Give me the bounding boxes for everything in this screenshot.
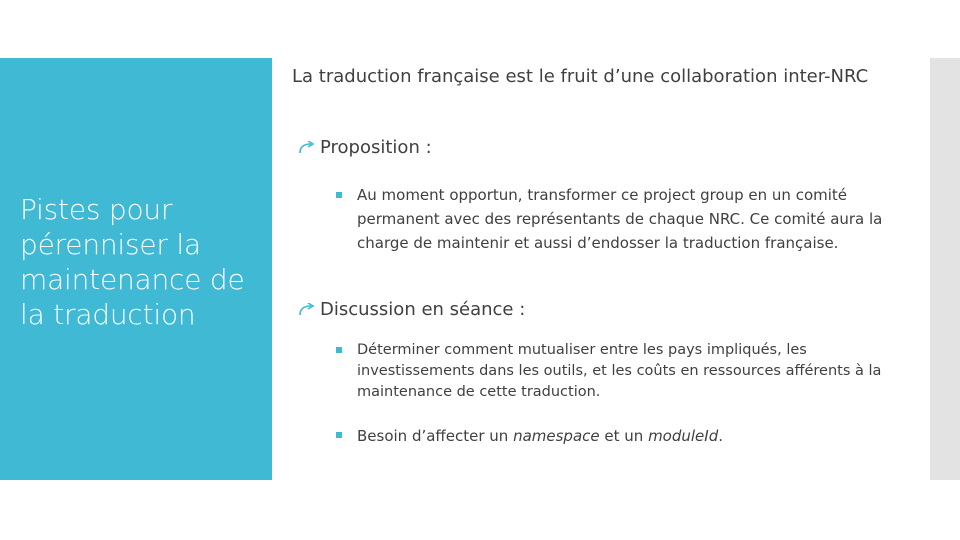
text-middle: et un [599, 427, 649, 445]
subitem-text: Déterminer comment mutualiser entre les pays impliqués, les investissements dans les outils, et les coûts en ressources afférents à la maintenance de cette traduction. [357, 342, 882, 400]
namespace-term: namespace [513, 427, 600, 445]
right-decorative-bar [930, 58, 960, 480]
subitem-discussion [336, 340, 896, 403]
text-suffix: . [718, 427, 724, 445]
moduleid-term: moduleId [648, 427, 719, 445]
slide-title: Pistes pour pérenniser la maintenance de la traduction [20, 193, 245, 331]
subitem-text [357, 424, 896, 448]
square-bullet-icon [336, 347, 342, 353]
curved-arrow-icon [298, 136, 320, 160]
square-bullet-icon [336, 432, 342, 438]
subitem-proposition [336, 183, 896, 255]
curved-arrow-icon [298, 298, 320, 322]
bullet-label: Discussion en séance : [320, 299, 526, 320]
subitem-namespace [336, 424, 896, 448]
bullet-discussion [298, 298, 898, 322]
intro-text: La traduction française est le fruit d’une collaboration inter-NRC [292, 66, 869, 87]
bullet-proposition [298, 136, 898, 160]
subitem-text: Au moment opportun, transformer ce project group en un comité permanent avec des représentants de chaque NRC. Ce comité aura la charge de maintenir et aussi d’endosser la traduction française. [357, 186, 883, 252]
text-prefix: Besoin d’affecter un [357, 427, 514, 445]
bullet-label: Proposition : [320, 137, 432, 158]
square-bullet-icon [336, 192, 342, 198]
